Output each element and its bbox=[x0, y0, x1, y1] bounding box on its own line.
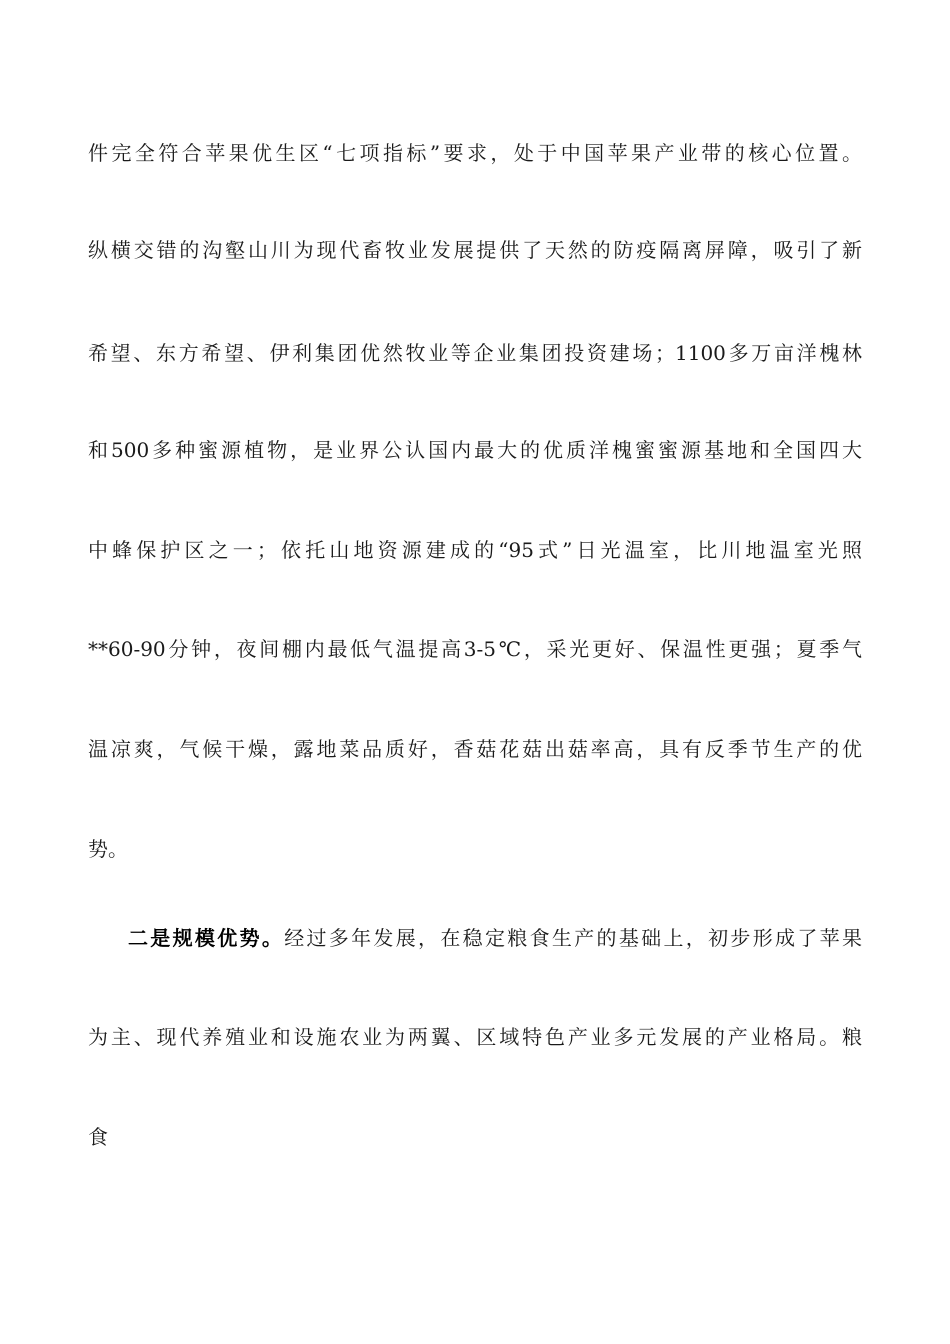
section2-first-line bbox=[128, 922, 862, 954]
section2-line-2: 为主、现代养殖业和设施农业为两翼、区域特色产业多元发展的产业格局。粮 bbox=[88, 1025, 862, 1049]
paragraph-line-3: 希望、东方希望、伊利集团优然牧业等企业集团投资建场；1100多万亩洋槐林 bbox=[88, 341, 862, 365]
paragraph-line-6: **60-90分钟，夜间棚内最低气温提高3-5℃，采光更好、保温性更强；夏季气 bbox=[88, 637, 862, 661]
paragraph-line-4: 和500多种蜜源植物，是业界公认国内最大的优质洋槐蜜蜜源基地和全国四大 bbox=[88, 438, 862, 462]
section2-line-3: 食 bbox=[88, 1125, 108, 1149]
paragraph-line-1: 件完全符合苹果优生区“七项指标”要求，处于中国苹果产业带的核心位置。 bbox=[88, 141, 862, 165]
section2-line1-text: 经过多年发展，在稳定粮食生产的基础上，初步形成了苹果 bbox=[284, 926, 862, 950]
paragraph-line-5: 中蜂保护区之一；依托山地资源建成的“95式”日光温室，比川地温室光照 bbox=[88, 538, 862, 562]
section-heading: 二是规模优势。 bbox=[128, 926, 285, 950]
paragraph-line-7: 温凉爽，气候干燥，露地菜品质好，香菇花菇出菇率高，具有反季节生产的优 bbox=[88, 737, 862, 761]
paragraph-line-2: 纵横交错的沟壑山川为现代畜牧业发展提供了天然的防疫隔离屏障，吸引了新 bbox=[88, 238, 862, 262]
paragraph-line-8: 势。 bbox=[88, 837, 128, 861]
